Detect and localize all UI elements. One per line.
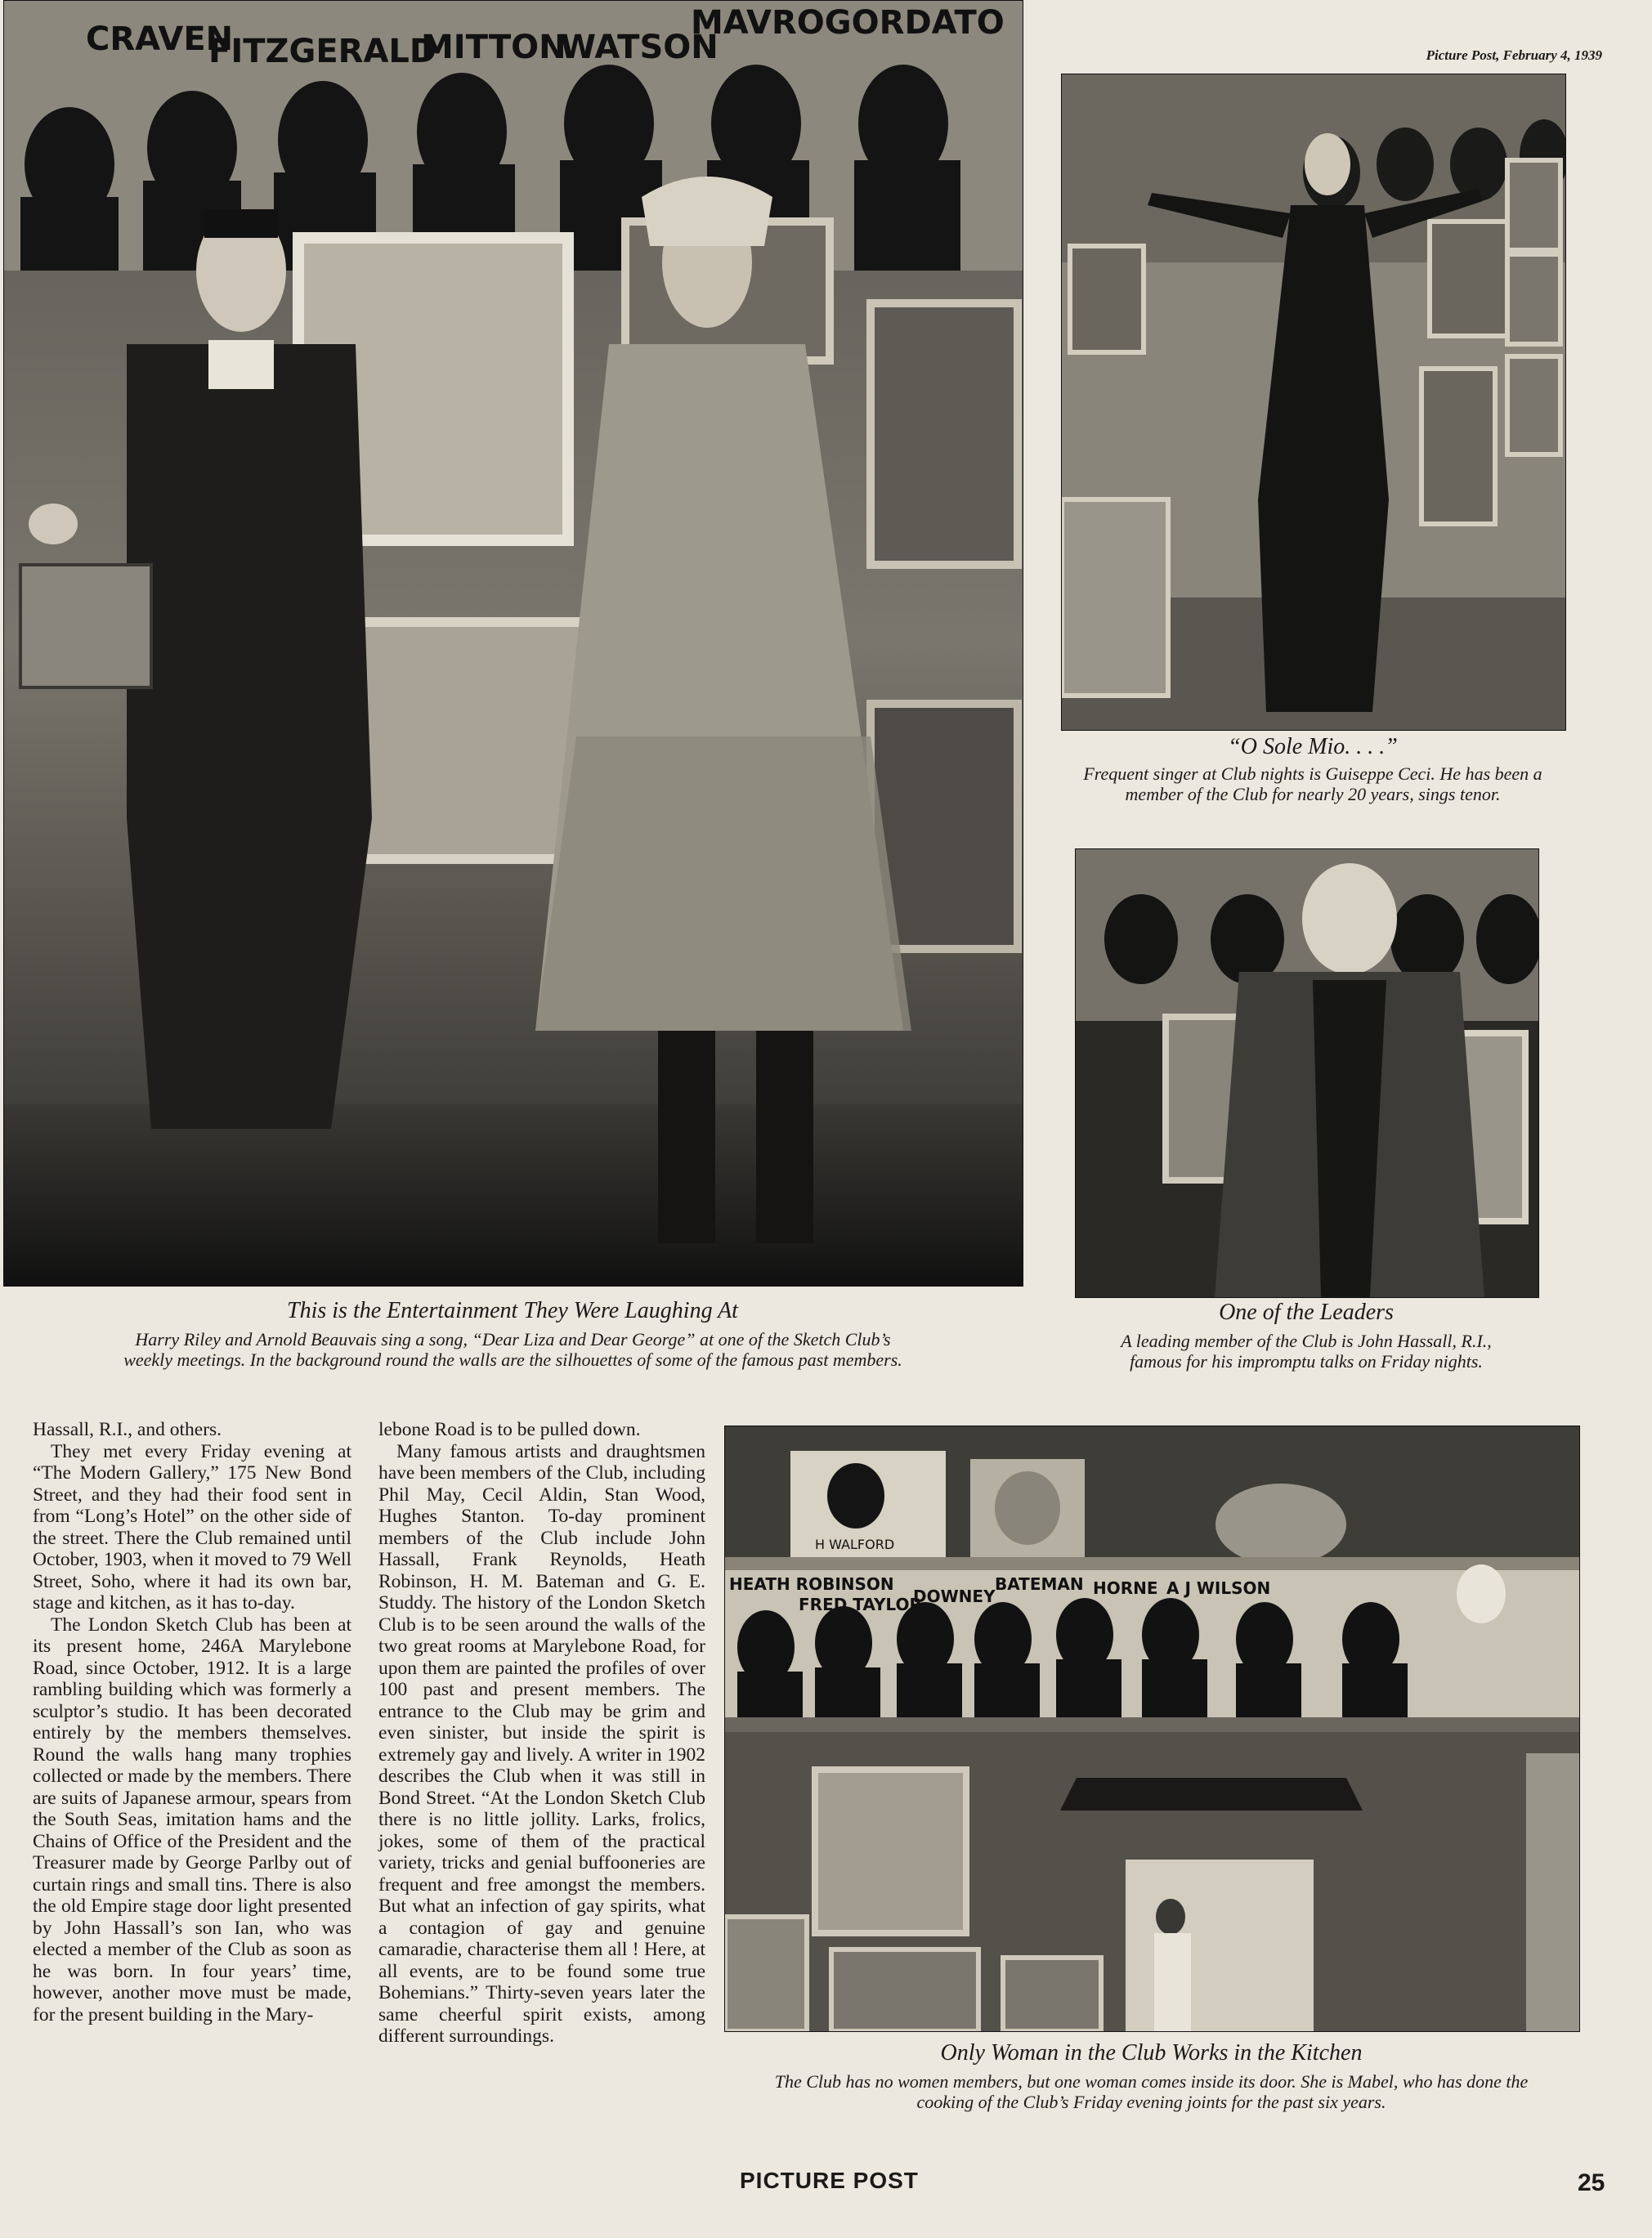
main-wall-name: WATSON: [560, 29, 719, 66]
leader-caption-title: One of the Leaders: [1219, 1300, 1394, 1325]
main-photo: [3, 0, 1023, 1287]
kitchen-photo: [724, 1426, 1580, 2032]
article-paragraph: Hassall, R.I., and others.: [33, 1419, 222, 1440]
kitchen-wall-name: A J WILSON: [1166, 1578, 1271, 1598]
kitchen-wall-name: HORNE: [1093, 1578, 1158, 1598]
kitchen-wall-name: BATEMAN: [995, 1574, 1084, 1594]
leader-caption-body: A leading member of the Club is John Hassall, R.I., famous for his impromptu talks on Friday nights.: [1121, 1331, 1492, 1372]
article-paragraph: They met every Friday evening at “The Modern Gallery,” 175 New Bond Street, and they had their food sent in from “Long’s Hotel” on the other side of the street. There the Club remained until October, 1903, when it moved to 79 Well Street, Soho, where it had its own bar, stage and kitchen, as it has to-day.: [33, 1440, 351, 1614]
singer-caption-title: “O Sole Mio. . . .”: [1228, 734, 1398, 759]
main-caption-body: Harry Riley and Arnold Beauvais sing a song, “Dear Liza and Dear George” at one of the Sketch Club’s weekly meetings. In the background round the walls are the silhouettes of some of the famous past members.: [123, 1329, 902, 1370]
article-column-2: [378, 1419, 705, 2048]
magazine-brand: PICTURE POST: [740, 2168, 919, 2193]
singer-caption-body: Frequent singer at Club nights is Guiseppe Ceci. He has been a member of the Club for nearly 20 years, sings tenor.: [1083, 763, 1542, 804]
main-wall-name: CRAVEN: [86, 20, 234, 58]
page-number: 25: [1578, 2169, 1605, 2196]
running-head: Picture Post, February 4, 1939: [1426, 47, 1602, 63]
kitchen-wall-name: FRED TAYLOR: [799, 1595, 922, 1614]
kitchen-caption-body: The Club has no women members, but one woman comes inside its door. She is Mabel, who has done the cooking of the Club’s Friday evening joints for the past six years.: [774, 2071, 1529, 2112]
leader-photo: [1075, 848, 1539, 1298]
article-paragraph: Many famous artists and draughtsmen have been members of the Club, including Phil May, Cecil Aldin, Stan Wood, Hughes Stanton. To-day prominent members of the Club include John Hassall, Frank Reynolds, Heath Robinson, H. M. Bateman and G. E. Studdy. The history of the London Sketch Club is to be seen around the walls of the two great rooms at Marylebone Road, for upon them are painted the profiles of over 100 past and present members. The entrance to the Club may be grim and even sinister, but inside the spirit is extremely gay and lively. A writer in 1902 describes the Club when it was still in Bond Street. “At the London Sketch Club there is no little jollity. Larks, frolics, jokes, some of them of the practical variety, tricks and genial buffooneries are frequent and free amongst the members. But what an infection of gay spirits, what a contagion of gay and genuine camaradie, characterise them all ! Here, at all events, are to be found some true Bohemians.” Thirty-seven years later the same cheerful spirit exists, among different surroundings.: [378, 1440, 705, 2047]
kitchen-wall-name: HEATH ROBINSON: [729, 1574, 894, 1594]
main-caption-title: This is the Entertainment They Were Laughing At: [287, 1298, 738, 1323]
main-wall-name: FITZGERALD: [208, 33, 437, 70]
main-wall-name: MITTON: [421, 29, 566, 66]
kitchen-caption-title: Only Woman in the Club Works in the Kitchen: [940, 2040, 1363, 2066]
article-paragraph: lebone Road is to be pulled down.: [378, 1419, 641, 1440]
article-paragraph: The London Sketch Club has been at its present home, 246A Marylebone Road, since October, 1912. It is a large rambling building which was formerly a sculptor’s studio. It has been decorated entirely by the members themselves. Round the walls hang many trophies collected or made by the members. There are suits of Japanese armour, spears from the South Seas, imitation hams and the Chains of Office of the President and the Treasurer made by George Parlby out of curtain rings and small tins. There is also the old Empire stage door light presented by John Hassall’s son Ian, who was elected a member of the Club as soon as he was born. In four years’ time, however, another move must be made, for the present building in the Mary-: [33, 1614, 351, 2025]
kitchen-wall-name: DOWNEY: [913, 1587, 996, 1606]
singer-photo: [1061, 74, 1566, 731]
kitchen-poster-label: H WALFORD: [815, 1537, 895, 1552]
article-column-1: [33, 1419, 351, 2025]
main-wall-name: MAVROGORDATO: [691, 4, 1005, 42]
